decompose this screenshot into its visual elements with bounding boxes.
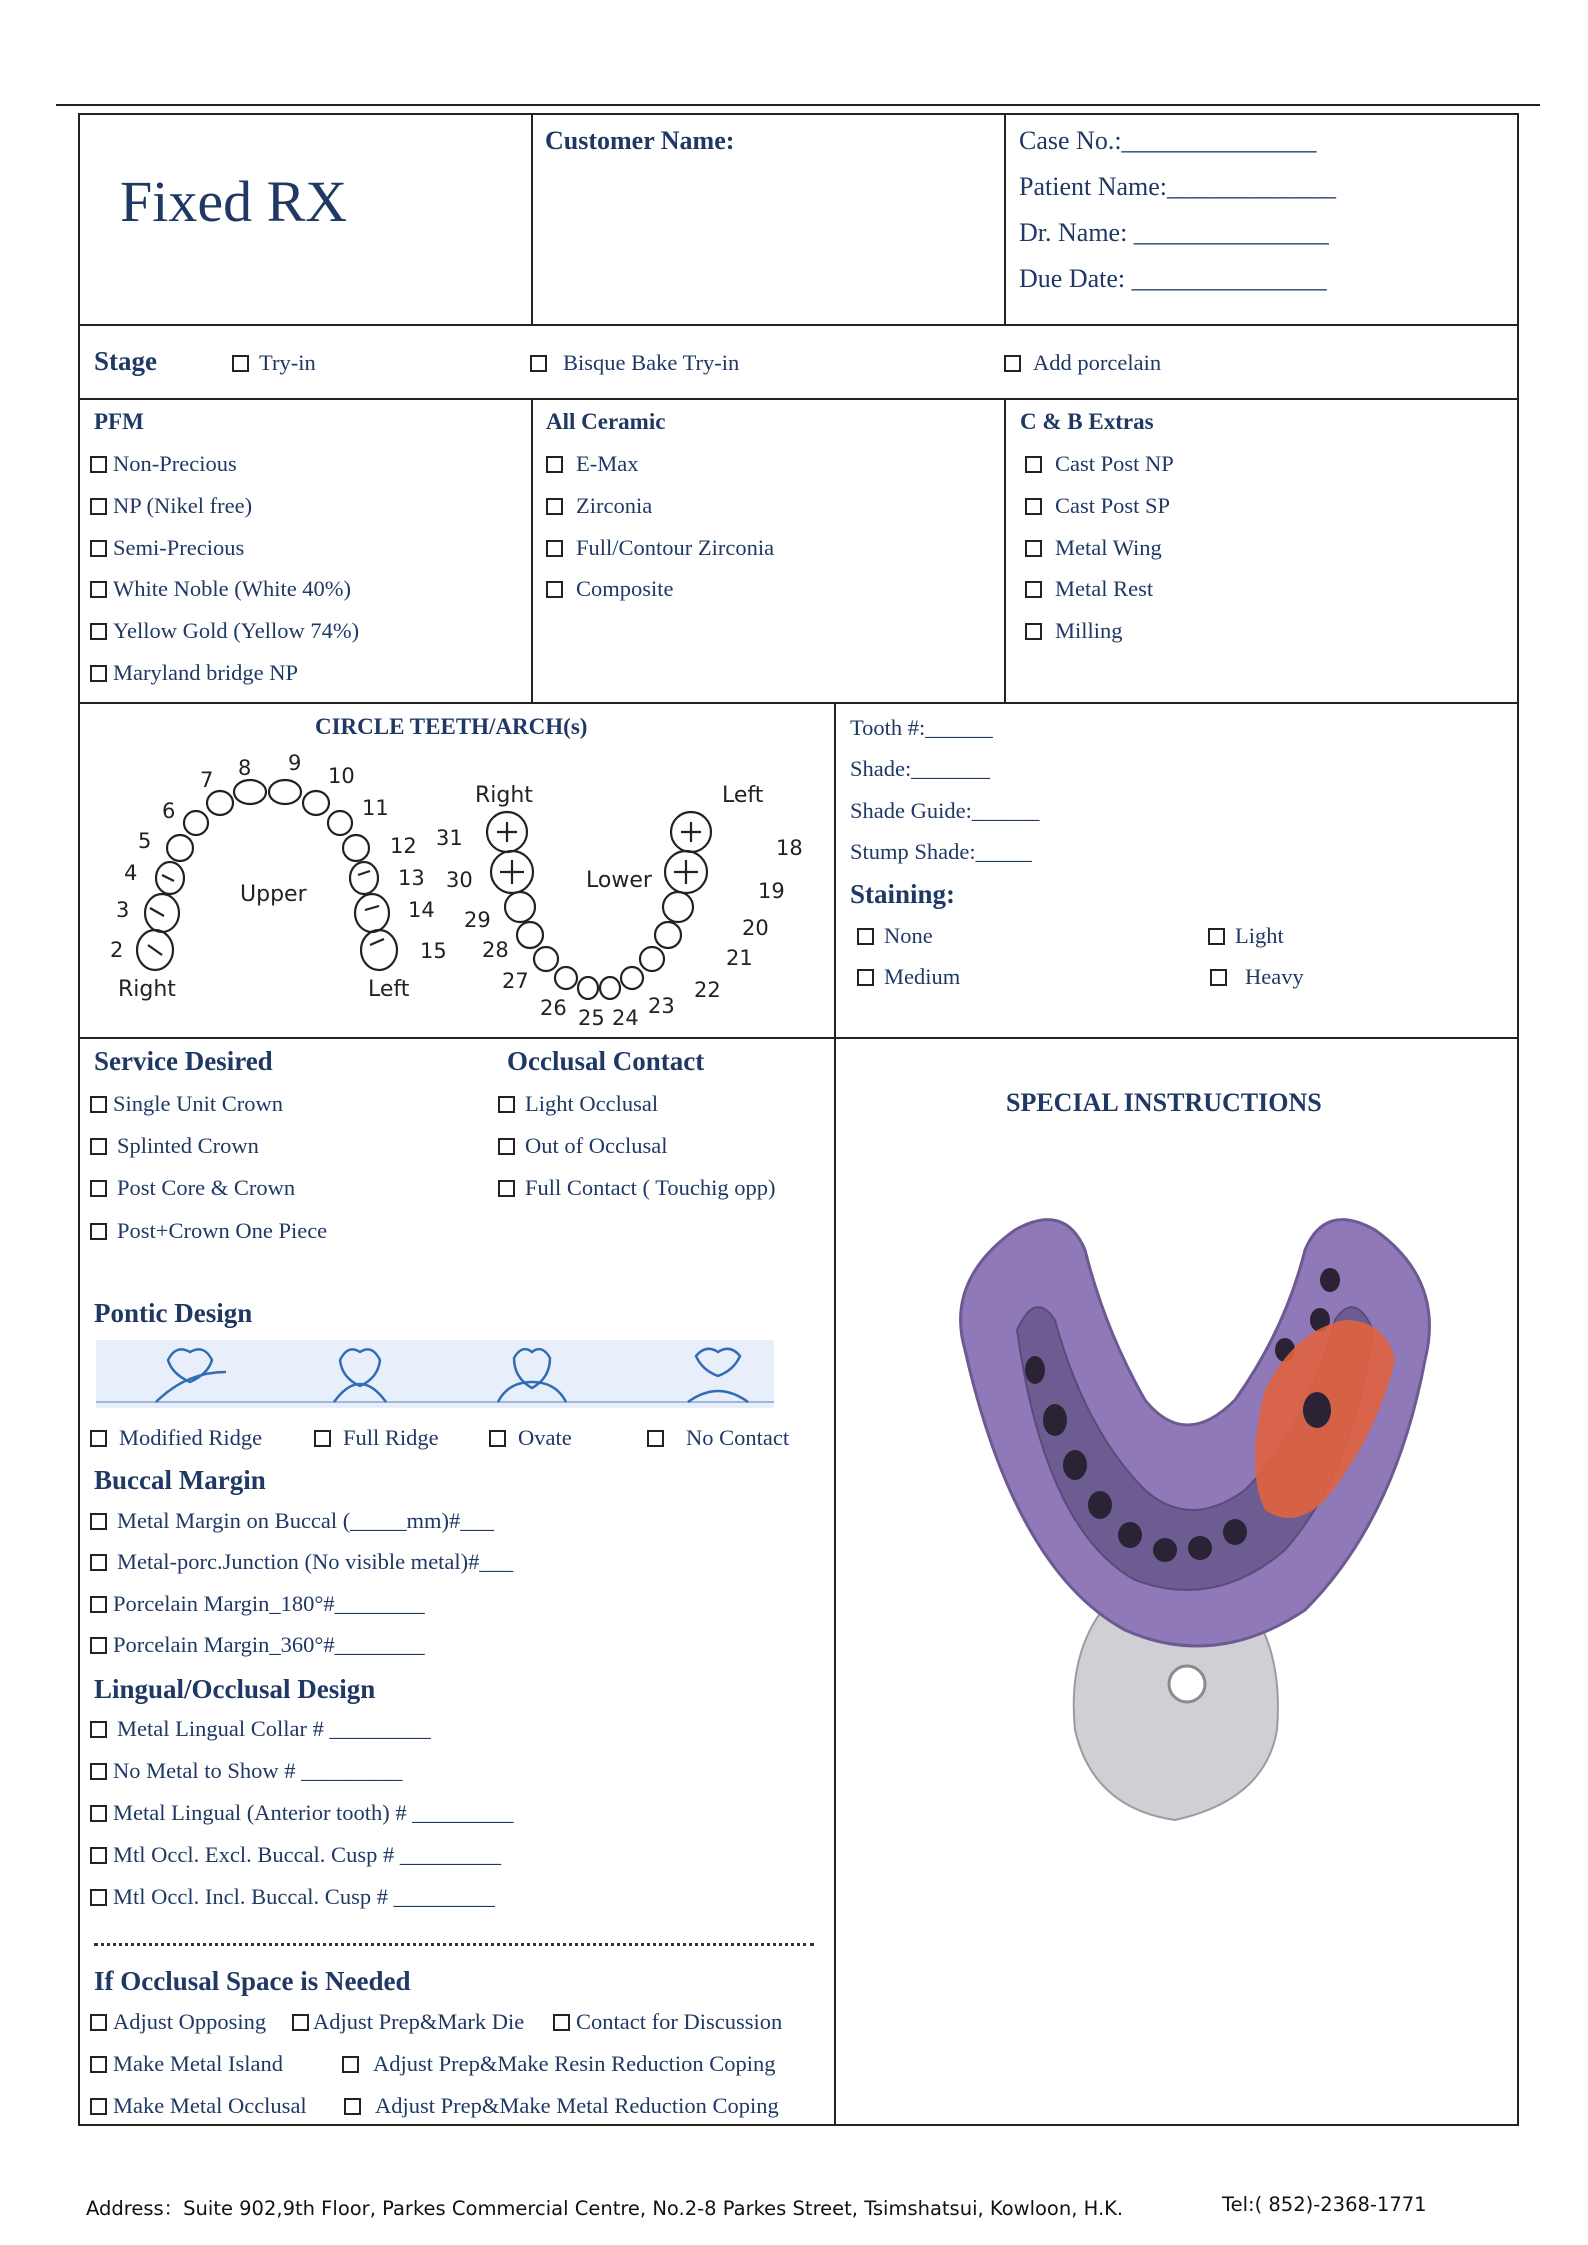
checkbox[interactable] — [90, 456, 107, 473]
divider — [1004, 113, 1006, 324]
tooth-number: 18 — [776, 836, 803, 860]
checkbox[interactable] — [232, 355, 249, 372]
service-option[interactable]: Post Core & Crown — [90, 1175, 295, 1201]
checkbox[interactable] — [530, 355, 547, 372]
lingual-option[interactable]: Mtl Occl. Excl. Buccal. Cusp # _________ — [90, 1842, 501, 1868]
tooth-number: 8 — [238, 756, 252, 780]
checkbox[interactable] — [498, 1138, 515, 1155]
tooth-number: 14 — [408, 898, 435, 922]
tooth-number: 23 — [648, 994, 675, 1018]
tooth-number: 6 — [162, 799, 176, 823]
tooth-number: 12 — [390, 834, 417, 858]
occlusal-option[interactable]: Out of Occlusal — [498, 1133, 667, 1159]
staining-heavy[interactable]: Heavy — [1210, 964, 1304, 990]
teeth-chart-diagram[interactable] — [100, 745, 820, 1035]
cb-extras-label: C & B Extras — [1020, 409, 1154, 434]
occlusal-space-option[interactable]: Make Metal Occlusal — [90, 2093, 307, 2119]
lower-label: Lower — [586, 868, 652, 893]
checkbox[interactable] — [90, 1763, 107, 1780]
checkbox[interactable] — [90, 1180, 107, 1197]
checkbox[interactable] — [647, 1430, 664, 1447]
checkbox[interactable] — [90, 1596, 107, 1613]
checkbox[interactable] — [344, 2098, 361, 2115]
checkbox[interactable] — [1025, 623, 1042, 640]
tooth-number: 22 — [694, 978, 721, 1002]
lingual-option[interactable]: Metal Lingual Collar # _________ — [90, 1716, 431, 1742]
occlusal-space-option[interactable]: Contact for Discussion — [553, 2009, 782, 2035]
pontic-full-ridge[interactable]: Full Ridge — [314, 1425, 439, 1451]
customer-name-label: Customer Name: — [545, 126, 735, 155]
checkbox[interactable] — [857, 928, 874, 945]
extras-option[interactable]: Milling — [1025, 618, 1123, 644]
all-ceramic-label: All Ceramic — [546, 409, 666, 434]
buccal-option[interactable]: Metal Margin on Buccal (_____mm)#___ — [90, 1508, 494, 1534]
extras-option[interactable]: Cast Post NP — [1025, 451, 1174, 477]
tooth-number: 15 — [420, 939, 447, 963]
extras-option[interactable]: Metal Rest — [1025, 576, 1153, 602]
checkbox[interactable] — [90, 623, 107, 640]
checkbox[interactable] — [546, 540, 563, 557]
case-no-field[interactable]: Case No.:_______________ — [1019, 126, 1317, 155]
upper-right-label: Right — [118, 977, 176, 1002]
staining-light[interactable]: Light — [1208, 923, 1284, 949]
checkbox[interactable] — [553, 2014, 570, 2031]
checkbox[interactable] — [546, 498, 563, 515]
top-rule — [56, 104, 1540, 106]
lower-right-label: Right — [475, 783, 533, 808]
lower-left-label: Left — [722, 783, 764, 808]
checkbox[interactable] — [90, 1721, 107, 1738]
checkbox[interactable] — [90, 1889, 107, 1906]
lingual-option[interactable]: Metal Lingual (Anterior tooth) # _________ — [90, 1800, 514, 1826]
pontic-ovate[interactable]: Ovate — [489, 1425, 572, 1451]
checkbox[interactable] — [546, 581, 563, 598]
tooth-number: 27 — [502, 969, 529, 993]
checkbox[interactable] — [90, 2056, 107, 2073]
tooth-number: 3 — [116, 898, 130, 922]
occlusal-space-label: If Occlusal Space is Needed — [94, 1966, 411, 1996]
occlusal-space-option[interactable]: Adjust Prep&Mark Die — [292, 2009, 524, 2035]
upper-left-label: Left — [368, 977, 410, 1002]
shade-field[interactable]: Shade:_______ — [850, 756, 990, 781]
checkbox[interactable] — [1210, 969, 1227, 986]
tooth-number: 20 — [742, 916, 769, 940]
extras-option[interactable]: Cast Post SP — [1025, 493, 1170, 519]
divider — [1004, 398, 1006, 702]
occlusal-space-option[interactable]: Adjust Opposing — [90, 2009, 266, 2035]
upper-label: Upper — [240, 882, 307, 907]
stage-bisque-bake[interactable]: Bisque Bake Try-in — [530, 350, 739, 376]
impression-tray-photo — [925, 1210, 1465, 1830]
buccal-margin-label: Buccal Margin — [94, 1465, 266, 1495]
pontic-modified-ridge[interactable]: Modified Ridge — [90, 1425, 262, 1451]
pfm-option[interactable]: Semi-Precious — [90, 535, 244, 561]
pfm-option[interactable]: White Noble (White 40%) — [90, 576, 351, 602]
checkbox[interactable] — [1208, 928, 1225, 945]
service-option[interactable]: Single Unit Crown — [90, 1091, 283, 1117]
tooth-number: 30 — [446, 868, 473, 892]
checkbox[interactable] — [546, 456, 563, 473]
teeth-chart-label: CIRCLE TEETH/ARCH(s) — [315, 714, 588, 739]
checkbox[interactable] — [90, 2014, 107, 2031]
checkbox[interactable] — [90, 1223, 107, 1240]
tooth-number: 10 — [328, 764, 355, 788]
pfm-option[interactable]: Non-Precious — [90, 451, 237, 477]
checkbox[interactable] — [1025, 498, 1042, 515]
dotted-separator — [94, 1943, 814, 1946]
divider — [78, 702, 1519, 704]
tooth-number: 2 — [110, 938, 124, 962]
divider — [834, 702, 836, 2126]
tooth-number: 25 — [578, 1006, 605, 1030]
tooth-number: 31 — [436, 826, 463, 850]
due-date-field[interactable]: Due Date: _______________ — [1019, 264, 1327, 293]
staining-label: Staining: — [850, 879, 956, 909]
ceramic-option[interactable]: Composite — [546, 576, 674, 602]
buccal-option[interactable]: Porcelain Margin_180°#________ — [90, 1591, 425, 1617]
tooth-number: 21 — [726, 946, 753, 970]
staining-medium[interactable]: Medium — [857, 964, 960, 990]
checkbox[interactable] — [90, 1138, 107, 1155]
checkbox[interactable] — [90, 581, 107, 598]
checkbox[interactable] — [90, 540, 107, 557]
tooth-number: 11 — [362, 796, 389, 820]
checkbox[interactable] — [90, 1847, 107, 1864]
pontic-no-contact[interactable]: No Contact — [647, 1425, 789, 1451]
tooth-number: 29 — [464, 908, 491, 932]
occlusal-option[interactable]: Full Contact ( Touchig opp) — [498, 1175, 776, 1201]
form-title: Fixed RX — [120, 169, 348, 234]
checkbox[interactable] — [90, 1637, 107, 1654]
special-instructions-label: SPECIAL INSTRUCTIONS — [1006, 1088, 1322, 1117]
lingual-occlusal-label: Lingual/Occlusal Design — [94, 1674, 376, 1704]
stage-label: Stage — [94, 346, 157, 376]
ceramic-option[interactable]: Zirconia — [546, 493, 652, 519]
staining-none[interactable]: None — [857, 923, 933, 949]
checkbox[interactable] — [1025, 456, 1042, 473]
footer-tel: Tel:( 852)-2368-1771 — [1222, 2193, 1427, 2216]
service-option[interactable]: Splinted Crown — [90, 1133, 259, 1159]
pfm-option[interactable]: Maryland bridge NP — [90, 660, 298, 686]
service-option[interactable]: Post+Crown One Piece — [90, 1218, 327, 1244]
checkbox[interactable] — [90, 1096, 107, 1113]
divider — [78, 398, 1519, 400]
divider — [531, 398, 533, 702]
checkbox[interactable] — [489, 1430, 506, 1447]
patient-name-field[interactable]: Patient Name:_____________ — [1019, 172, 1337, 201]
checkbox[interactable] — [292, 2014, 309, 2031]
extras-option[interactable]: Metal Wing — [1025, 535, 1162, 561]
shade-guide-field[interactable]: Shade Guide:______ — [850, 798, 1040, 823]
pontic-design-diagram — [96, 1340, 774, 1410]
ceramic-option[interactable]: Full/Contour Zirconia — [546, 535, 774, 561]
occlusal-space-option[interactable]: Adjust Prep&Make Resin Reduction Coping — [342, 2051, 775, 2077]
stump-shade-field[interactable]: Stump Shade:_____ — [850, 839, 1032, 864]
checkbox[interactable] — [90, 1513, 107, 1530]
service-desired-label: Service Desired — [94, 1046, 273, 1076]
lingual-option[interactable]: Mtl Occl. Incl. Buccal. Cusp # _________ — [90, 1884, 495, 1910]
stage-add-porcelain[interactable]: Add porcelain — [1004, 350, 1161, 376]
buccal-option[interactable]: Porcelain Margin_360°#________ — [90, 1632, 425, 1658]
tooth-number: 5 — [138, 829, 152, 853]
ceramic-option[interactable]: E-Max — [546, 451, 638, 477]
checkbox[interactable] — [90, 498, 107, 515]
checkbox[interactable] — [498, 1096, 515, 1113]
divider — [78, 324, 1519, 326]
checkbox[interactable] — [342, 2056, 359, 2073]
tooth-number-field[interactable]: Tooth #:______ — [850, 715, 993, 740]
checkbox[interactable] — [90, 1554, 107, 1571]
occlusal-contact-label: Occlusal Contact — [507, 1046, 705, 1076]
stage-try-in[interactable]: Try-in — [232, 350, 316, 376]
buccal-option[interactable]: Metal-porc.Junction (No visible metal)#___ — [90, 1549, 513, 1575]
upper-arch[interactable] — [137, 780, 397, 970]
tooth-number: 26 — [540, 996, 567, 1020]
checkbox[interactable] — [90, 1430, 107, 1447]
tooth-number: 19 — [758, 879, 785, 903]
tooth-number: 28 — [482, 938, 509, 962]
checkbox[interactable] — [90, 1805, 107, 1822]
pontic-design-label: Pontic Design — [94, 1298, 253, 1328]
tooth-number: 9 — [288, 751, 302, 775]
checkbox[interactable] — [1004, 355, 1021, 372]
pfm-label: PFM — [94, 409, 144, 434]
pfm-option[interactable]: Yellow Gold (Yellow 74%) — [90, 618, 359, 644]
tooth-number: 24 — [612, 1006, 639, 1030]
checkbox[interactable] — [90, 665, 107, 682]
checkbox[interactable] — [1025, 581, 1042, 598]
tooth-number: 7 — [200, 768, 214, 792]
divider — [531, 113, 533, 324]
occlusal-space-option[interactable]: Adjust Prep&Make Metal Reduction Coping — [344, 2093, 779, 2119]
occlusal-space-option[interactable]: Make Metal Island — [90, 2051, 283, 2077]
checkbox[interactable] — [314, 1430, 331, 1447]
checkbox[interactable] — [498, 1180, 515, 1197]
divider — [78, 1037, 1519, 1039]
dr-name-field[interactable]: Dr. Name: _______________ — [1019, 218, 1329, 247]
occlusal-option[interactable]: Light Occlusal — [498, 1091, 658, 1117]
checkbox[interactable] — [1025, 540, 1042, 557]
tooth-number: 13 — [398, 866, 425, 890]
lingual-option[interactable]: No Metal to Show # _________ — [90, 1758, 402, 1784]
checkbox[interactable] — [857, 969, 874, 986]
tooth-number: 4 — [124, 861, 138, 885]
checkbox[interactable] — [90, 2098, 107, 2115]
footer-address: Address：Suite 902,9th Floor, Parkes Commercial Centre, No.2-8 Parkes Street, Tsimshatsui, Kowloon, H.K. — [86, 2197, 1124, 2220]
pfm-option[interactable]: NP (Nikel free) — [90, 493, 252, 519]
